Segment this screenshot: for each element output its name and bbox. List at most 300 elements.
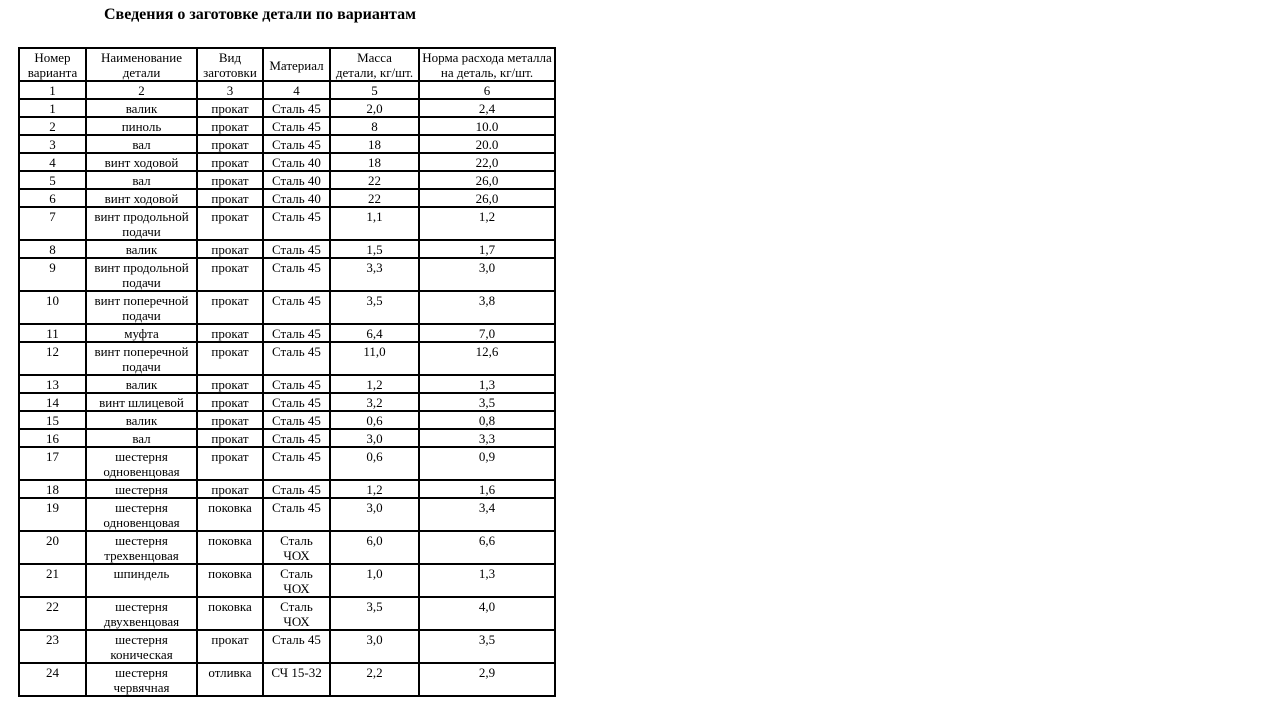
norm-cell [419,375,555,393]
norm-cell [419,171,555,189]
mass-cell [330,135,419,153]
cell-text: 3,5 [478,395,496,410]
variant-number-cell [19,153,86,171]
cell-text: 2,2 [366,665,383,680]
cell-text: прокат [211,191,249,206]
cell-text: Сталь 45 [272,119,321,134]
blank-type-cell [197,498,263,531]
cell-text: 23 [46,632,59,647]
mass-cell [330,240,419,258]
cell-text: 18 [46,482,59,497]
cell-text: Сталь 45 [272,431,321,446]
mass-cell [330,375,419,393]
norm-cell [419,153,555,171]
cell-text: 24 [46,665,59,680]
cell-text: коническая [110,647,173,662]
blank-type-cell [197,393,263,411]
table-row [19,429,555,447]
mass-cell [330,630,419,663]
cell-text: 7,0 [478,326,496,341]
cell-text: прокат [211,413,249,428]
cell-text: винт продольной [94,260,189,275]
cell-text: винт шлицевой [99,395,184,410]
material-cell [263,375,330,393]
material-cell [263,597,330,630]
mass-cell [330,153,419,171]
part-name-cell [86,597,197,630]
table-row [19,597,555,630]
blank-type-cell [197,480,263,498]
material-cell [263,324,330,342]
material-cell [263,240,330,258]
part-name-cell [86,135,197,153]
variant-number-cell [19,480,86,498]
norm-cell [419,135,555,153]
cell-text: 21 [46,566,59,581]
cell-text: Сталь 45 [272,377,321,392]
part-name-cell [86,663,197,696]
header-line: Номер [34,50,71,65]
part-name-cell [86,498,197,531]
cell-text: одновенцовая [103,515,180,530]
mass-cell [330,324,419,342]
variant-number-cell [19,117,86,135]
cell-text: шестерня [115,533,168,548]
cell-text: поковка [208,599,252,614]
cell-text: 5 [49,173,56,188]
cell-text: прокат [211,242,249,257]
table-row [19,291,555,324]
cell-text: ЧОХ [283,581,310,596]
cell-text: 1,2 [366,377,383,392]
norm-cell [419,291,555,324]
cell-text: шестерня [115,632,168,647]
cell-text: 3,3 [366,260,383,275]
variant-number-cell [19,99,86,117]
material-cell [263,171,330,189]
blank-type-cell [197,291,263,324]
blank-type-cell [197,630,263,663]
cell-text: 0,6 [366,413,383,428]
variant-number-cell [19,375,86,393]
cell-text: Сталь 45 [272,413,321,428]
column-number: 1 [19,81,86,99]
table-row [19,663,555,696]
cell-text: 26,0 [475,191,499,206]
variant-number-cell [19,240,86,258]
material-cell [263,498,330,531]
cell-text: 17 [46,449,59,464]
mass-cell [330,99,419,117]
cell-text: поковка [208,533,252,548]
part-name-cell [86,342,197,375]
cell-text: 20 [46,533,59,548]
cell-text: прокат [211,344,249,359]
cell-text: прокат [211,101,249,116]
table-row [19,564,555,597]
variant-number-cell [19,135,86,153]
cell-text: поковка [208,566,252,581]
blank-type-cell [197,663,263,696]
cell-text: Сталь 45 [272,449,321,464]
part-name-cell [86,117,197,135]
cell-text: винт поперечной [94,293,189,308]
material-cell [263,117,330,135]
norm-cell [419,564,555,597]
cell-text: пиноль [121,119,162,134]
cell-text: поковка [208,500,252,515]
variant-number-cell [19,429,86,447]
mass-cell [330,663,419,696]
mass-cell [330,207,419,240]
part-name-cell [86,99,197,117]
table-row [19,480,555,498]
cell-text: 4 [49,155,56,170]
norm-cell [419,597,555,630]
mass-cell [330,258,419,291]
cell-text: Сталь 45 [272,242,321,257]
blank-type-cell [197,531,263,564]
variant-number-cell [19,171,86,189]
cell-text: прокат [211,632,249,647]
variant-number-cell [19,597,86,630]
column-number: 2 [86,81,197,99]
material-cell [263,564,330,597]
cell-text: шестерня [115,665,168,680]
header-line: заготовки [203,65,257,80]
cell-text: 10.0 [475,119,499,134]
norm-cell [419,429,555,447]
cell-text: шестерня [115,482,168,497]
mass-cell [330,171,419,189]
table-row [19,411,555,429]
cell-text: 6,4 [366,326,383,341]
norm-cell [419,447,555,480]
cell-text: Сталь 45 [272,209,321,224]
cell-text: прокат [211,431,249,446]
table-row [19,498,555,531]
cell-text: ЧОХ [283,548,310,563]
column-number: 3 [197,81,263,99]
column-number-row [19,81,555,99]
variant-number-cell [19,324,86,342]
blank-type-cell [197,375,263,393]
cell-text: 0,9 [478,449,496,464]
cell-text: Сталь 45 [272,326,321,341]
mass-cell [330,342,419,375]
part-name-cell [86,531,197,564]
cell-text: Сталь 45 [272,632,321,647]
cell-text: 3,8 [478,293,496,308]
norm-cell [419,342,555,375]
cell-text: двухвенцовая [103,614,180,629]
part-name-cell [86,375,197,393]
cell-text: винт ходовой [104,155,179,170]
header-line: детали [122,65,161,80]
table-row [19,630,555,663]
cell-text: винт поперечной [94,344,189,359]
header-cell [263,48,330,81]
material-cell [263,447,330,480]
cell-text: 0,6 [366,449,383,464]
mass-cell [330,480,419,498]
norm-cell [419,189,555,207]
cell-text: 13 [46,377,59,392]
variant-number-cell [19,291,86,324]
blank-type-cell [197,429,263,447]
part-name-cell [86,207,197,240]
norm-cell [419,531,555,564]
cell-text: прокат [211,449,249,464]
cell-text: 6,0 [366,533,383,548]
table-row [19,324,555,342]
material-cell [263,189,330,207]
cell-text: 3 [49,137,56,152]
cell-text: 3,0 [366,632,383,647]
mass-cell [330,117,419,135]
material-cell [263,258,330,291]
table-row [19,99,555,117]
header-line: Материал [269,57,324,73]
cell-text: 8 [49,242,56,257]
blank-type-cell [197,258,263,291]
blank-type-cell [197,411,263,429]
cell-text: Сталь 45 [272,344,321,359]
cell-text: червячная [113,680,170,695]
variant-number-cell [19,342,86,375]
mass-cell [330,411,419,429]
variant-number-cell [19,630,86,663]
variant-number-cell [19,531,86,564]
mass-cell [330,498,419,531]
header-line: Норма расхода металла [422,50,552,65]
cell-text: валик [125,377,158,392]
cell-text: 26,0 [475,173,499,188]
part-name-cell [86,564,197,597]
norm-cell [419,663,555,696]
blank-type-cell [197,240,263,258]
cell-text: 4,0 [478,599,496,614]
blank-type-cell [197,447,263,480]
part-name-cell [86,447,197,480]
material-cell [263,153,330,171]
cell-text: прокат [211,119,249,134]
material-cell [263,480,330,498]
variant-number-cell [19,498,86,531]
blank-type-cell [197,324,263,342]
norm-cell [419,480,555,498]
cell-text: Сталь 45 [272,260,321,275]
cell-text: 1,1 [366,209,383,224]
table-body [19,48,555,696]
cell-text: Сталь [280,533,313,548]
cell-text: 6 [49,191,56,206]
norm-cell [419,258,555,291]
material-cell [263,135,330,153]
cell-text: 1,6 [478,482,496,497]
header-cell [19,48,86,81]
cell-text: 1,3 [478,377,496,392]
cell-text: Сталь 45 [272,395,321,410]
blank-type-cell [197,189,263,207]
cell-text: винт ходовой [104,191,179,206]
cell-text: 1,7 [478,242,496,257]
part-name-cell [86,480,197,498]
cell-text: валик [125,242,158,257]
mass-cell [330,564,419,597]
cell-text: 18 [368,137,381,152]
part-name-cell [86,153,197,171]
blank-type-cell [197,342,263,375]
cell-text: 3,0 [366,431,383,446]
table-row [19,531,555,564]
cell-text: 2,0 [366,101,383,116]
table-row [19,258,555,291]
part-name-cell [86,324,197,342]
cell-text: шестерня [115,599,168,614]
cell-text: одновенцовая [103,464,180,479]
cell-text: 9 [49,260,56,275]
table-row [19,153,555,171]
part-name-cell [86,189,197,207]
material-cell [263,411,330,429]
table-row [19,117,555,135]
part-name-cell [86,630,197,663]
cell-text: 22,0 [475,155,499,170]
cell-text: подачи [122,359,161,374]
cell-text: СЧ 15-32 [271,665,322,680]
material-cell [263,531,330,564]
table-row [19,447,555,480]
table-row [19,342,555,375]
header-line: варианта [27,65,78,80]
part-name-cell [86,171,197,189]
cell-text: 16 [46,431,59,446]
cell-text: подачи [122,224,161,239]
variant-number-cell [19,447,86,480]
norm-cell [419,393,555,411]
cell-text: 3,0 [366,500,383,515]
cell-text: 2 [49,119,56,134]
table-row [19,135,555,153]
cell-text: вал [132,173,151,188]
material-cell [263,393,330,411]
header-row [19,48,555,81]
variant-number-cell [19,564,86,597]
variant-number-cell [19,663,86,696]
mass-cell [330,447,419,480]
cell-text: вал [132,431,151,446]
blank-type-cell [197,117,263,135]
cell-text: прокат [211,377,249,392]
cell-text: 14 [46,395,59,410]
cell-text: шестерня [115,500,168,515]
cell-text: 22 [46,599,59,614]
cell-text: валик [125,101,158,116]
cell-text: Сталь 45 [272,500,321,515]
material-cell [263,207,330,240]
cell-text: подачи [122,308,161,323]
cell-text: 3,5 [366,293,383,308]
cell-text: 6,6 [478,533,496,548]
header-line: Наименование [101,50,182,65]
column-number: 4 [263,81,330,99]
header-cell [197,48,263,81]
part-name-cell [86,291,197,324]
cell-text: прокат [211,155,249,170]
cell-text: прокат [211,209,249,224]
cell-text: прокат [211,293,249,308]
cell-text: 1 [49,101,56,116]
table-row [19,240,555,258]
column-number: 6 [419,81,555,99]
blank-type-cell [197,597,263,630]
cell-text: 18 [368,155,381,170]
cell-text: прокат [211,395,249,410]
part-name-cell [86,429,197,447]
cell-text: 10 [46,293,59,308]
mass-cell [330,393,419,411]
cell-text: Сталь 45 [272,482,321,497]
cell-text: Сталь [280,566,313,581]
cell-text: 20.0 [475,137,499,152]
header-cell [86,48,197,81]
cell-text: 3,3 [478,431,496,446]
mass-cell [330,291,419,324]
cell-text: вал [132,137,151,152]
cell-text: 3,5 [366,599,383,614]
norm-cell [419,99,555,117]
variant-number-cell [19,411,86,429]
variant-number-cell [19,189,86,207]
cell-text: Сталь 45 [272,101,321,116]
norm-cell [419,207,555,240]
part-name-cell [86,258,197,291]
part-name-cell [86,240,197,258]
material-cell [263,630,330,663]
cell-text: 3,4 [478,500,496,515]
material-cell [263,342,330,375]
cell-text: 2,4 [478,101,496,116]
cell-text: Сталь 45 [272,293,321,308]
cell-text: шестерня [115,449,168,464]
cell-text: прокат [211,326,249,341]
cell-text: 1,2 [366,482,383,497]
material-cell [263,291,330,324]
cell-text: 1,0 [366,566,383,581]
cell-text: 3,2 [366,395,383,410]
cell-text: прокат [211,482,249,497]
cell-text: 0,8 [478,413,496,428]
cell-text: 11 [46,326,59,341]
material-cell [263,99,330,117]
cell-text: валик [125,413,158,428]
mass-cell [330,597,419,630]
cell-text: 2,9 [478,665,496,680]
cell-text: прокат [211,260,249,275]
cell-text: 22 [368,191,381,206]
cell-text: 15 [46,413,59,428]
cell-text: отливка [208,665,252,680]
table-row [19,189,555,207]
mass-cell [330,189,419,207]
table-row [19,207,555,240]
cell-text: 8 [371,119,378,134]
material-cell [263,663,330,696]
header-cell [330,48,419,81]
cell-text: 11,0 [363,344,386,359]
blank-type-cell [197,153,263,171]
